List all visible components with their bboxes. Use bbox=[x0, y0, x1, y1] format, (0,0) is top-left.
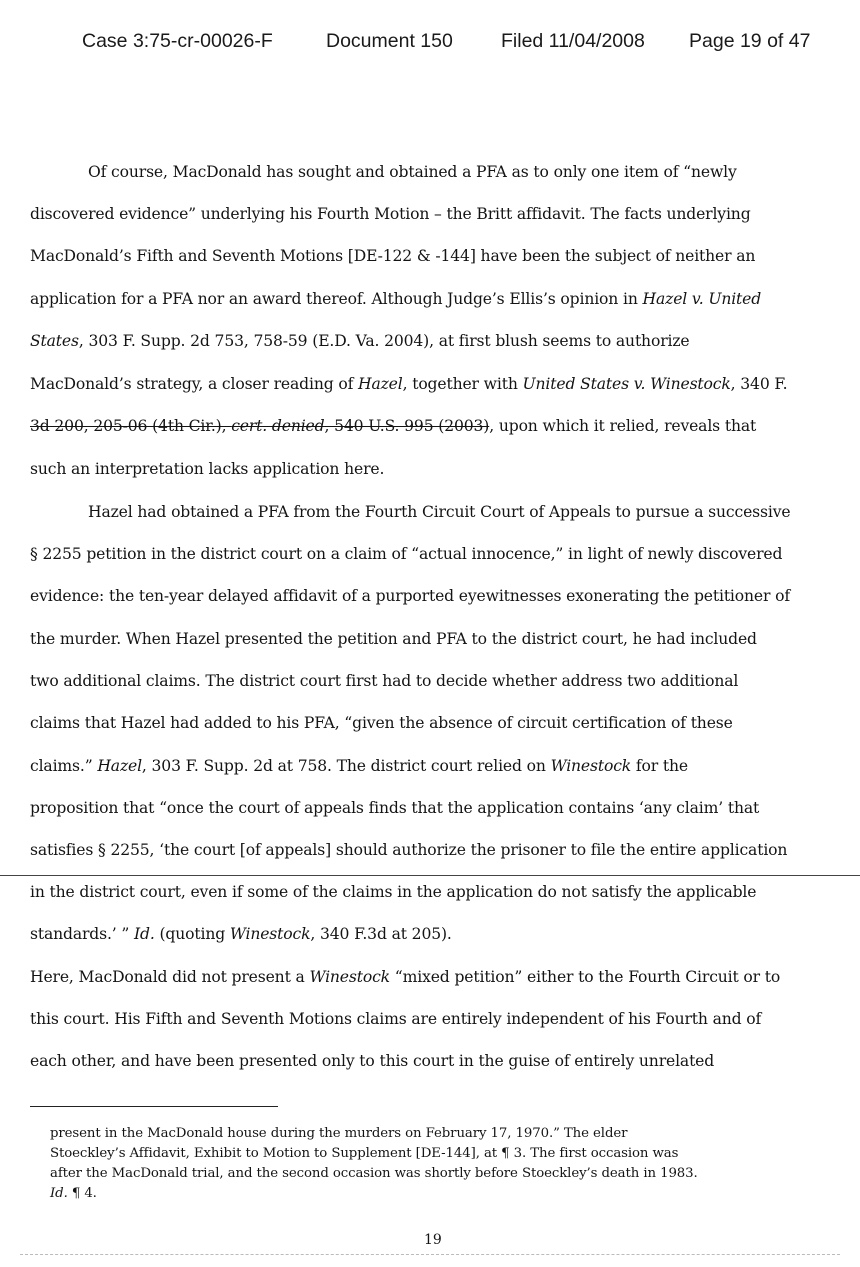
body-line: MacDonald’s strategy, a closer reading of Hazel, together with United States v. Winestock, 340 F. bbox=[30, 375, 788, 393]
document-number: Document 150 bbox=[326, 30, 453, 52]
body-line: satisfies § 2255, ‘the court [of appeals] should authorize the prisoner to file the entire application bbox=[30, 841, 788, 859]
body-line: application for a PFA nor an award thereof. Although Judge’s Ellis’s opinion in Hazel v. United bbox=[30, 290, 762, 308]
body-line: claims.” Hazel, 303 F. Supp. 2d at 758. The district court relied on Winestock for the bbox=[30, 757, 688, 775]
body-line: in the district court, even if some of the claims in the application do not satisfy the applicable bbox=[30, 883, 757, 901]
body-line: Of course, MacDonald has sought and obtained a PFA as to only one item of “newly bbox=[88, 163, 737, 181]
body-line: 3d 200, 205-06 (4th Cir.), cert. denied, 540 U.S. 995 (2003), upon which it relied, reveals that bbox=[30, 417, 757, 435]
body-line: MacDonald’s Fifth and Seventh Motions [DE-122 & -144] have been the subject of neither an bbox=[30, 247, 756, 265]
body-line: States, 303 F. Supp. 2d 753, 758-59 (E.D. Va. 2004), at first blush seems to authorize bbox=[30, 332, 690, 350]
body-line: claims that Hazel had added to his PFA, “given the absence of circuit certification of these bbox=[30, 714, 733, 732]
footnote-line: Stoeckley’s Affidavit, Exhibit to Motion to Supplement [DE-144], at ¶ 3. The first occasion was bbox=[50, 1146, 679, 1161]
body-line: two additional claims. The district court first had to decide whether address two additional bbox=[30, 672, 739, 690]
filed-date: Filed 11/04/2008 bbox=[501, 30, 645, 52]
body-line: each other, and have been presented only to this court in the guise of entirely unrelated bbox=[30, 1052, 715, 1070]
bottom-border bbox=[20, 1254, 840, 1255]
case-number: Case 3:75-cr-00026-F bbox=[82, 30, 273, 52]
page-count: Page 19 of 47 bbox=[689, 30, 811, 52]
body-line: the murder. When Hazel presented the petition and PFA to the district court, he had included bbox=[30, 630, 757, 648]
page-number: 19 bbox=[424, 1232, 442, 1248]
horizontal-rule bbox=[0, 875, 860, 876]
footnote-line: present in the MacDonald house during the murders on February 17, 1970.” The elder bbox=[50, 1126, 628, 1141]
body-line: § 2255 petition in the district court on a claim of “actual innocence,” in light of newly discovered bbox=[30, 545, 783, 563]
body-line: this court. His Fifth and Seventh Motions claims are entirely independent of his Fourth and of bbox=[30, 1010, 762, 1028]
footnote-separator bbox=[30, 1106, 278, 1107]
body-line: discovered evidence” underlying his Fourth Motion – the Britt affidavit. The facts underlying bbox=[30, 205, 751, 223]
body-line: such an interpretation lacks application here. bbox=[30, 460, 385, 478]
footnote-line: Id. ¶ 4. bbox=[50, 1186, 97, 1201]
body-line: evidence: the ten-year delayed affidavit of a purported eyewitnesses exonerating the petitioner of bbox=[30, 587, 790, 605]
body-line: Here, MacDonald did not present a Winestock “mixed petition” either to the Fourth Circuit or to bbox=[30, 968, 781, 986]
page-header bbox=[82, 30, 822, 62]
body-line: Hazel had obtained a PFA from the Fourth Circuit Court of Appeals to pursue a successive bbox=[88, 503, 791, 521]
footnote-line: after the MacDonald trial, and the second occasion was shortly before Stoeckley’s death in 1983. bbox=[50, 1166, 698, 1181]
body-line: proposition that “once the court of appeals finds that the application contains ‘any claim’ that bbox=[30, 799, 760, 817]
body-line: standards.’ ” Id. (quoting Winestock, 340 F.3d at 205). bbox=[30, 925, 452, 943]
